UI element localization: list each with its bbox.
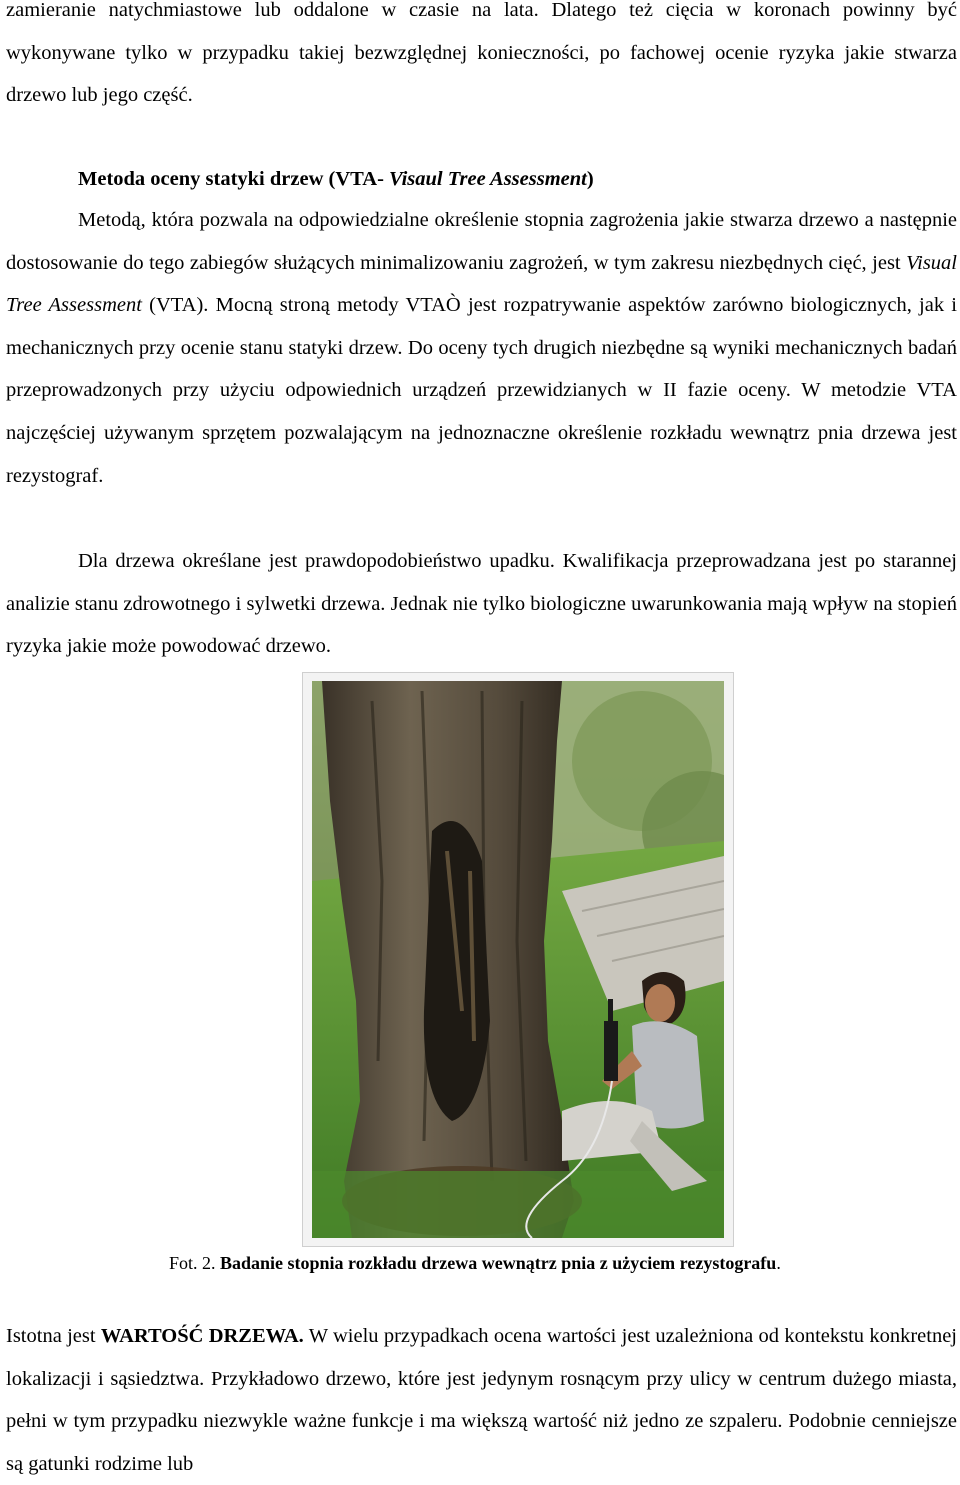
vta-text-part2: (VTA). Mocną stroną metody VTAÒ jest rozpatrywanie aspektów zarówno biologicznych, jak i mechanicznych przy ocenie stanu statyki drzew. Do oceny tych drugich niezbędne są wyniki mechanicznych badań przeprowadzonych przy użyciu odpowiednich urządzeń przewidzianych w II fazie oceny. W metodzie VTA najczęściej używanym sprzętem pozwalającym na jednoznaczne określenie rozkładu wewnątrz pnia drzewa jest rezystograf.	[6, 294, 957, 487]
value-prefix: Istotna jest	[6, 1325, 101, 1347]
tree-photo	[312, 681, 724, 1238]
caption-label: Fot. 2.	[169, 1253, 221, 1273]
vta-italic: Visual Tree Assessment	[6, 251, 957, 317]
value-rest: W wielu przypadkach ocena wartości jest uzależniona od kontekstu konkretnej lokalizacji i sąsiedztwa. Przykładowo drzewo, które jest jedynym rosnącym przy ulicy w centrum dużego miasta, pełni w tym przypadku niezwykle ważne funkcje i ma większą wartość niż jedno ze szpaleru. Podobnie cenniejsze są gatunki rodzime lub	[6, 1325, 958, 1475]
heading-suffix: )	[586, 168, 594, 190]
section-heading	[78, 158, 594, 200]
paragraph-risk: Dla drzewa określane jest prawdopodobieństwo upadku. Kwalifikacja przeprowadzana jest po starannej analizie stanu zdrowotnego i sylwetki drzewa. Jednak nie tylko biologiczne uwarunkowania mają wpływ na stopień ryzyka jakie może powodować drzewo.	[6, 550, 957, 658]
value-bold: WARTOŚĆ DRZEWA.	[100, 1325, 304, 1347]
paragraph-vta	[6, 199, 957, 497]
resistograph-device	[604, 1021, 618, 1081]
photo-frame	[302, 672, 734, 1247]
photo-caption	[169, 1248, 781, 1278]
caption-suffix: .	[776, 1253, 781, 1273]
caption-bold: Badanie stopnia rozkładu drzewa wewnątrz pnia z użyciem rezystografu	[220, 1253, 777, 1273]
heading-italic: Visaul Tree Assessment	[389, 168, 587, 190]
vta-text-part1: Metodą, która pozwala na odpowiedzialne określenie stopnia zagrożenia jakie stwarza drzewo a następnie dostosowanie do tego zabiegów służących minimalizowaniu zagrożeń, w tym zakresu niezbędnych cięć, jest	[6, 209, 957, 274]
paragraph-value	[6, 1315, 957, 1485]
heading-prefix: Metoda oceny statyki drzew (VTA-	[78, 168, 390, 190]
paragraph-intro: zamieranie natychmiastowe lub oddalone w czasie na lata. Dlatego też cięcia w koronach powinny być wykonywane tylko w przypadku takiej bezwzględnej konieczności, po fachowej ocenie ryzyka jakie stwarza drzewo lub jego część.	[6, 0, 957, 107]
